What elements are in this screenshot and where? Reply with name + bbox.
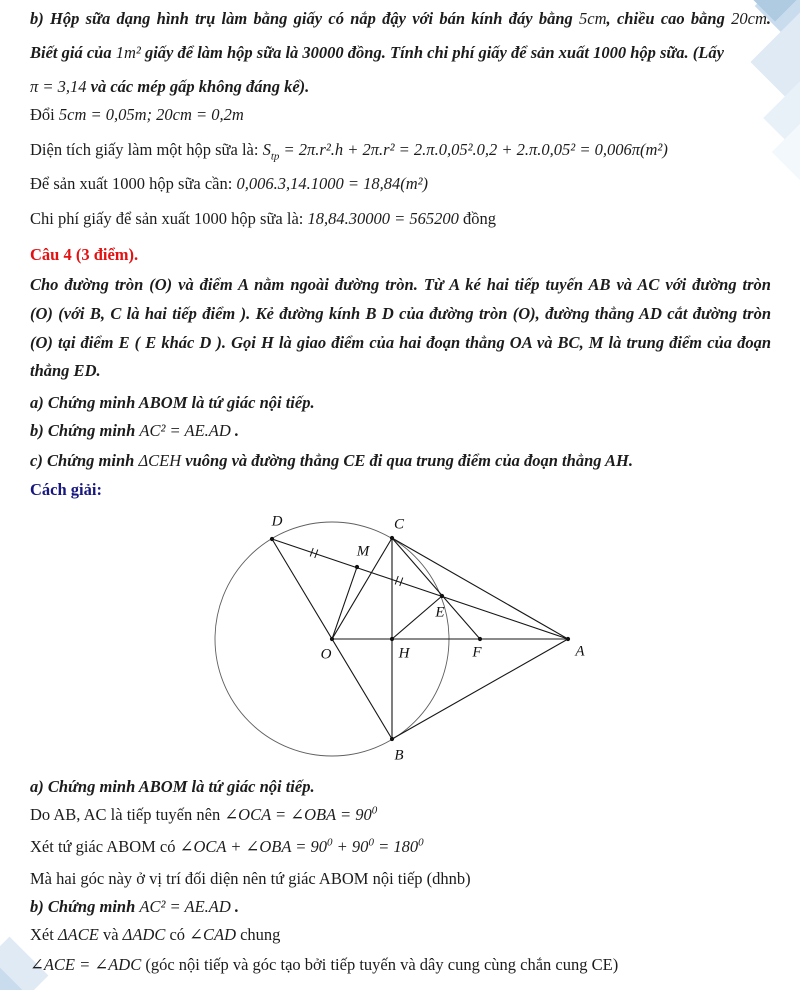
solution-4b-line-1: Xét ΔACE và ΔADC có ∠CAD chung <box>30 925 281 944</box>
cau4-statement-line-3: (O) tại điểm E ( E khác D ). Gọi H là giao điểm của hai đoạn thẳng OA và BC, M là trung điểm của đoạn <box>30 333 771 352</box>
point-M <box>355 565 359 569</box>
solution-3b-step-1: Đổi 5cm = 0,05m; 20cm = 0,2m <box>30 105 244 124</box>
cau4-heading: Câu 4 (3 điểm). <box>30 245 139 264</box>
segment-CF <box>392 538 480 639</box>
problem-3b-statement-line-2: Biết giá của 1m² giấy để làm hộp sữa là 30000 đồng. Tính chi phí giấy để sản xuất 1000 hộp sữa. (Lấy <box>30 43 724 62</box>
cau4-statement-line-4: thẳng ED. <box>30 361 101 380</box>
cau4-part-c: c) Chứng minh ΔCEH vuông và đường thẳng CE đi qua trung điểm của đoạn thẳng AH. <box>30 451 633 470</box>
label-A: A <box>575 643 585 660</box>
label-O: O <box>320 646 332 663</box>
label-F: F <box>472 644 482 661</box>
point-C <box>390 536 394 540</box>
label-C: C <box>393 516 405 533</box>
point-D <box>270 537 274 541</box>
solution-4b-heading: b) Chứng minh AC² = AE.AD . <box>30 897 240 916</box>
label-E: E <box>435 604 445 621</box>
solution-3b-step-4: Chi phí giấy để sản xuất 1000 hộp sữa là: 18,84.30000 = 565200 đồng <box>30 209 497 228</box>
solution-3b-step-3: Để sản xuất 1000 hộp sữa cần: 0,006.3,14.1000 = 18,84(m²) <box>30 174 429 193</box>
label-H: H <box>398 645 410 662</box>
label-M: M <box>356 543 370 560</box>
solution-4a-line-1: Do AB, AC là tiếp tuyến nên ∠OCA = ∠OBA = $90^0$ <box>30 804 378 824</box>
point-E <box>440 594 444 598</box>
solution-3b-step-2: Diện tích giấy làm một hộp sữa là: $S_{tp} = 2\pi.r^2.h + 2\pi.r^2 = 2.\pi.0,05^2.0,2 + 2.\pi.0,05^2 = 0,006\pi(m^2)$ <box>30 140 668 163</box>
point-B <box>390 737 394 741</box>
geometry-figure <box>180 503 620 771</box>
cau4-part-a: a) Chứng minh ABOM là tứ giác nội tiếp. <box>30 393 315 412</box>
solution-method-label: Cách giải: <box>30 480 102 499</box>
problem-3b-statement-line-3: π = 3,14 và các mép gấp không đáng kể). <box>30 77 310 96</box>
point-H <box>390 637 394 641</box>
solution-4a-heading: a) Chứng minh ABOM là tứ giác nội tiếp. <box>30 777 315 796</box>
label-D: D <box>271 513 283 530</box>
solution-4a-line-2: Xét tứ giác ABOM có ∠OCA + ∠OBA = $90^0 + 90^0 = 180^0$ <box>30 836 424 856</box>
point-O <box>330 637 334 641</box>
point-A <box>566 637 570 641</box>
point-F <box>478 637 482 641</box>
solution-4b-line-2: ∠ACE = ∠ADC (góc nội tiếp và góc tạo bởi tiếp tuyến và dây cung cùng chắn cung CE) <box>30 955 619 974</box>
cau4-part-b: b) Chứng minh AC² = AE.AD . <box>30 421 240 440</box>
problem-3b-statement-line-1: b) Hộp sữa dạng hình trụ làm bằng giấy có nắp đậy với bán kính đáy bằng 5cm, chiều cao bằng 20cm. <box>30 9 771 28</box>
cau4-statement-line-2: (O) (với B, C là hai tiếp điểm ). Kẻ đường kính B D của đường tròn (O), đường thẳng AD cắt đường tròn <box>30 304 771 323</box>
cau4-statement-line-1: Cho đường tròn (O) và điểm A nằm ngoài đường tròn. Từ A ké hai tiếp tuyến AB và AC với đường tròn <box>30 275 771 294</box>
solution-4a-line-3: Mà hai góc này ở vị trí đối diện nên tứ giác ABOM nội tiếp (dhnb) <box>30 869 471 888</box>
label-B: B <box>394 747 404 764</box>
